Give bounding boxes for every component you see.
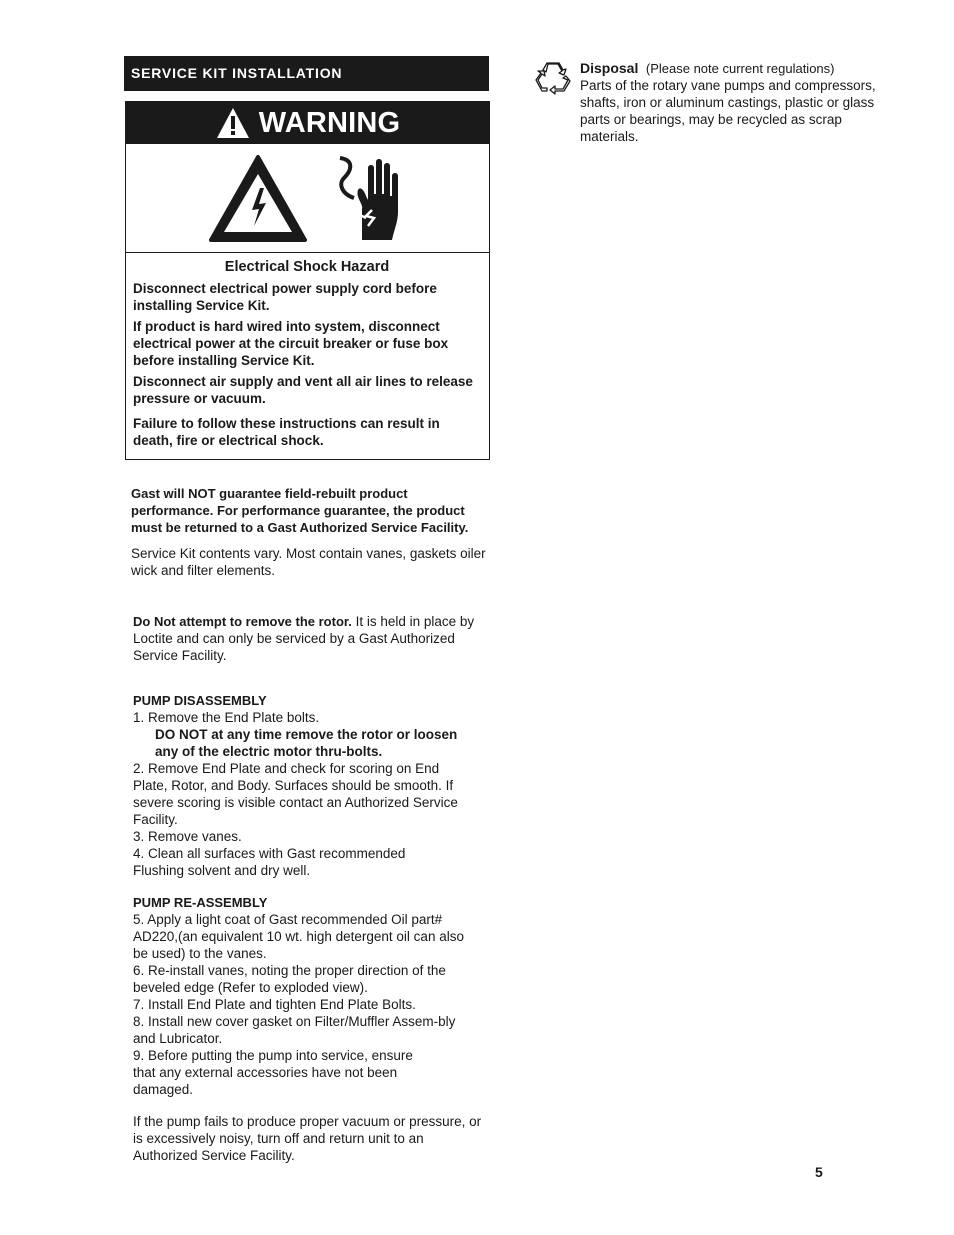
reassembly-section <box>133 894 473 1098</box>
disposal-text: Parts of the rotary vane pumps and compressors, shafts, iron or aluminum castings, plastic or glass parts or bearings, may be recycled as scrap materials. <box>580 78 876 144</box>
disassembly-step-2: 2. Remove End Plate and check for scoring on End Plate, Rotor, and Body. Surfaces should be smooth. If severe scoring is visible contact an Authorized Service Facility. <box>133 761 458 827</box>
warning-title-bar <box>126 102 489 144</box>
reassembly-step-9: 9. Before putting the pump into service, ensure that any external accessories have not been damaged. <box>133 1048 413 1097</box>
disposal-note: (Please note current regulations) <box>645 61 835 76</box>
guarantee-note: Gast will NOT guarantee field-rebuilt product performance. For performance guarantee, the product must be returned to a Gast Authorized Service Facility. <box>131 486 469 535</box>
hazard-text <box>126 253 489 449</box>
hazard-line-2: If product is hard wired into system, disconnect electrical power at the circuit breaker or fuse box before installing Service Kit. <box>133 319 449 368</box>
warning-title: WARNING <box>258 106 401 139</box>
page-number: 5 <box>815 1164 823 1180</box>
disassembly-step-1-warning: DO NOT at any time remove the rotor or loosen any of the electric motor thru-bolts. <box>155 727 458 759</box>
disposal-section <box>580 60 900 145</box>
reassembly-step-8: 8. Install new cover gasket on Filter/Muffler Assem-bly and Lubricator. <box>133 1014 456 1046</box>
reassembly-step-5: 5. Apply a light coat of Gast recommended Oil part# AD220,(an equivalent 10 wt. high detergent oil can also be used) to the vanes. <box>133 912 464 961</box>
rotor-note-bold: Do Not attempt to remove the rotor. <box>133 614 352 629</box>
recycle-icon <box>533 60 573 100</box>
hazard-line-3: Disconnect air supply and vent all air lines to release pressure or vacuum. <box>133 374 473 406</box>
shock-hand-icon <box>336 154 408 246</box>
rotor-note <box>133 613 478 664</box>
disassembly-section <box>133 692 483 879</box>
warning-box <box>125 101 490 460</box>
reassembly-step-7: 7. Install End Plate and tighten End Plate Bolts. <box>133 997 416 1012</box>
warning-triangle-icon <box>215 106 251 140</box>
hazard-line-1: Disconnect electrical power supply cord before installing Service Kit. <box>133 281 437 313</box>
reassembly-heading: PUMP RE-ASSEMBLY <box>133 895 268 910</box>
section-header: SERVICE KIT INSTALLATION <box>124 56 489 91</box>
hazard-heading: Electrical Shock Hazard <box>224 259 390 275</box>
reassembly-step-6: 6. Re-install vanes, noting the proper direction of the beveled edge (Refer to exploded view). <box>133 963 446 995</box>
disassembly-step-3: 3. Remove vanes. <box>133 829 242 844</box>
hazard-line-4: Failure to follow these instructions can result in death, fire or electrical shock. <box>133 416 440 448</box>
disassembly-heading: PUMP DISASSEMBLY <box>133 693 267 708</box>
disassembly-step-4: 4. Clean all surfaces with Gast recommended Flushing solvent and dry well. <box>133 846 406 878</box>
rotor-note-text: It is held in place by Loctite and can only be serviced by a Gast Authorized Service Facility. <box>133 614 475 663</box>
disassembly-step-1: 1. Remove the End Plate bolts. <box>133 710 320 725</box>
warning-icon-row <box>126 144 489 253</box>
closing-note: If the pump fails to produce proper vacuum or pressure, or is excessively noisy, turn off and return unit to an Authorized Service Facility. <box>133 1114 482 1163</box>
disposal-title: Disposal <box>580 60 639 76</box>
electrical-hazard-triangle-icon <box>208 154 308 244</box>
kit-contents: Service Kit contents vary. Most contain vanes, gaskets oiler wick and filter elements. <box>131 546 486 578</box>
